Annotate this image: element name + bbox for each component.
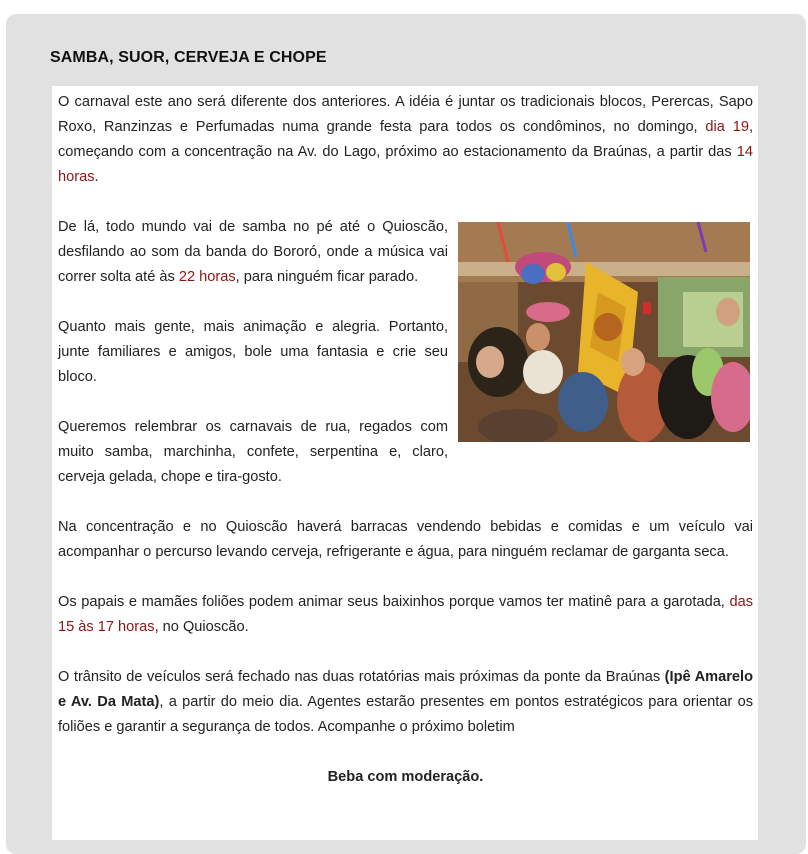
- p7-text-b: , a partir do meio dia. Agentes estarão presentes em pontos estratégicos para orientar os foliões e garantir a segurança de todos. Acompanhe o próximo boletim: [58, 694, 753, 735]
- p1-text-a: O carnaval este ano será diferente dos anteriores. A idéia é juntar os tradicionais blocos, Perercas, Sapo Roxo, Ranzinzas e Perfumadas numa grande festa para todos os condôminos, no domingo,: [58, 94, 753, 135]
- paragraph-6: [58, 590, 753, 640]
- matinee-time-highlight: das 15 às 17 horas: [58, 594, 753, 635]
- carnival-party-photo: [458, 222, 750, 442]
- start-time-highlight: 14 horas: [58, 144, 753, 185]
- article-body: [52, 86, 758, 840]
- p1-text-b: , começando com a concentração na Av. do Lago, próximo ao estacionamento da Braúnas, a partir das: [58, 119, 753, 160]
- p2-text-b: , para ninguém ficar parado.: [235, 269, 419, 285]
- date-highlight: dia 19: [705, 119, 749, 135]
- paragraph-1: [58, 90, 753, 190]
- article-title: SAMBA, SUOR, CERVEJA E CHOPE: [50, 49, 327, 66]
- roads-bold: (Ipê Amarelo e Av. Da Mata): [58, 669, 754, 710]
- paragraph-3: Quanto mais gente, mais animação e alegria. Portanto, junte familiares e amigos, bole uma fantasia e crie seu bloco.: [58, 319, 448, 385]
- article-text: [58, 90, 753, 815]
- paragraph-7: [58, 665, 753, 740]
- p1-text-c: .: [94, 169, 99, 185]
- end-time-highlight: 22 horas: [178, 269, 236, 285]
- paragraph-4: Queremos relembrar os carnavais de rua, regados com muito samba, marchinha, confete, serpentina e, claro, cerveja gelada, chope e tira-gosto.: [58, 419, 448, 485]
- p6-text-a: Os papais e mamães foliões podem animar seus baixinhos porque vamos ter matinê para a garotada,: [58, 594, 730, 610]
- closing-note: Beba com moderação.: [327, 769, 484, 785]
- p7-text-a: O trânsito de veículos será fechado nas duas rotatórias mais próximas da ponte da Braúnas: [58, 669, 665, 685]
- p6-text-b: , no Quioscão.: [154, 619, 249, 635]
- paragraph-5: Na concentração e no Quioscão haverá barracas vendendo bebidas e comidas e um veículo vai acompanhar o percurso levando cerveja, refrigerante e água, para ninguém reclamar de garganta seca.: [58, 519, 753, 560]
- p2-text-a: De lá, todo mundo vai de samba no pé até o Quioscão, desfilando ao som da banda do Bororó, onde a música vai correr solta até às: [58, 219, 448, 285]
